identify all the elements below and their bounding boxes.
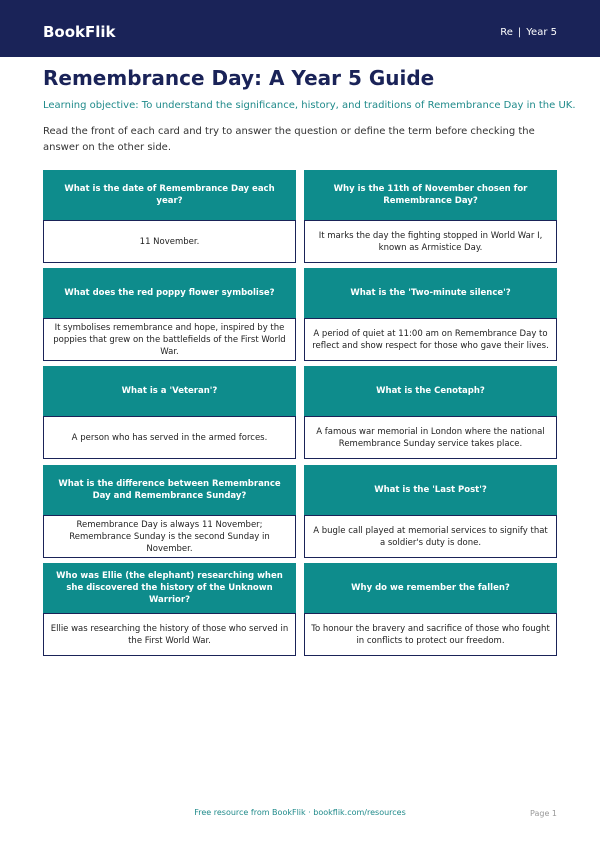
meta-separator: |: [517, 27, 522, 38]
card-front: What is the Cenotaph?: [304, 366, 557, 416]
header-bar: [0, 0, 600, 57]
intro-text: Read the front of each card and try to answer the question or define the term before checking the answer on the other side.: [43, 126, 535, 153]
footer-link[interactable]: Free resource from BookFlik · bookflik.com/resources: [194, 808, 406, 817]
card-front: Why do we remember the fallen?: [304, 563, 557, 613]
card-back: A famous war memorial in London where the national Remembrance Sunday service takes place.: [304, 416, 557, 459]
card-front: What does the red poppy flower symbolise?: [43, 268, 296, 318]
card-front: What is a 'Veteran'?: [43, 366, 296, 416]
card-front: What is the 'Last Post'?: [304, 465, 557, 515]
page-number: Page 1: [530, 809, 557, 818]
card-back: A period of quiet at 11:00 am on Remembrance Day to reflect and show respect for those who gave their lives.: [304, 318, 557, 361]
year-label: Year 5: [526, 27, 557, 38]
card-back: A person who has served in the armed forces.: [43, 416, 296, 459]
card-front: Why is the 11th of November chosen for Remembrance Day?: [304, 170, 557, 220]
card-front: Who was Ellie (the elephant) researching when she discovered the history of the Unknown Warrior?: [43, 563, 296, 613]
card-back: 11 November.: [43, 220, 296, 263]
card-front: What is the 'Two-minute silence'?: [304, 268, 557, 318]
learning-objective: Learning objective: To understand the significance, history, and traditions of Remembrance Day in the UK.: [43, 100, 576, 111]
brand-logo[interactable]: BookFlik: [43, 23, 116, 41]
card-back: It marks the day the fighting stopped in World War I, known as Armistice Day.: [304, 220, 557, 263]
card-back: Ellie was researching the history of those who served in the First World War.: [43, 613, 296, 656]
card-back: It symbolises remembrance and hope, inspired by the poppies that grew on the battlefields of the First World War.: [43, 318, 296, 361]
card-back: A bugle call played at memorial services to signify that a soldier's duty is done.: [304, 515, 557, 558]
header-meta: [500, 27, 557, 38]
card-back: Remembrance Day is always 11 November; Remembrance Sunday is the second Sunday in November.: [43, 515, 296, 558]
card-front: What is the difference between Remembrance Day and Remembrance Sunday?: [43, 465, 296, 515]
subject-label: Re: [500, 27, 513, 38]
card-back: To honour the bravery and sacrifice of those who fought in conflicts to protect our freedom.: [304, 613, 557, 656]
card-front: What is the date of Remembrance Day each year?: [43, 170, 296, 220]
page-title: Remembrance Day: A Year 5 Guide: [43, 66, 435, 90]
